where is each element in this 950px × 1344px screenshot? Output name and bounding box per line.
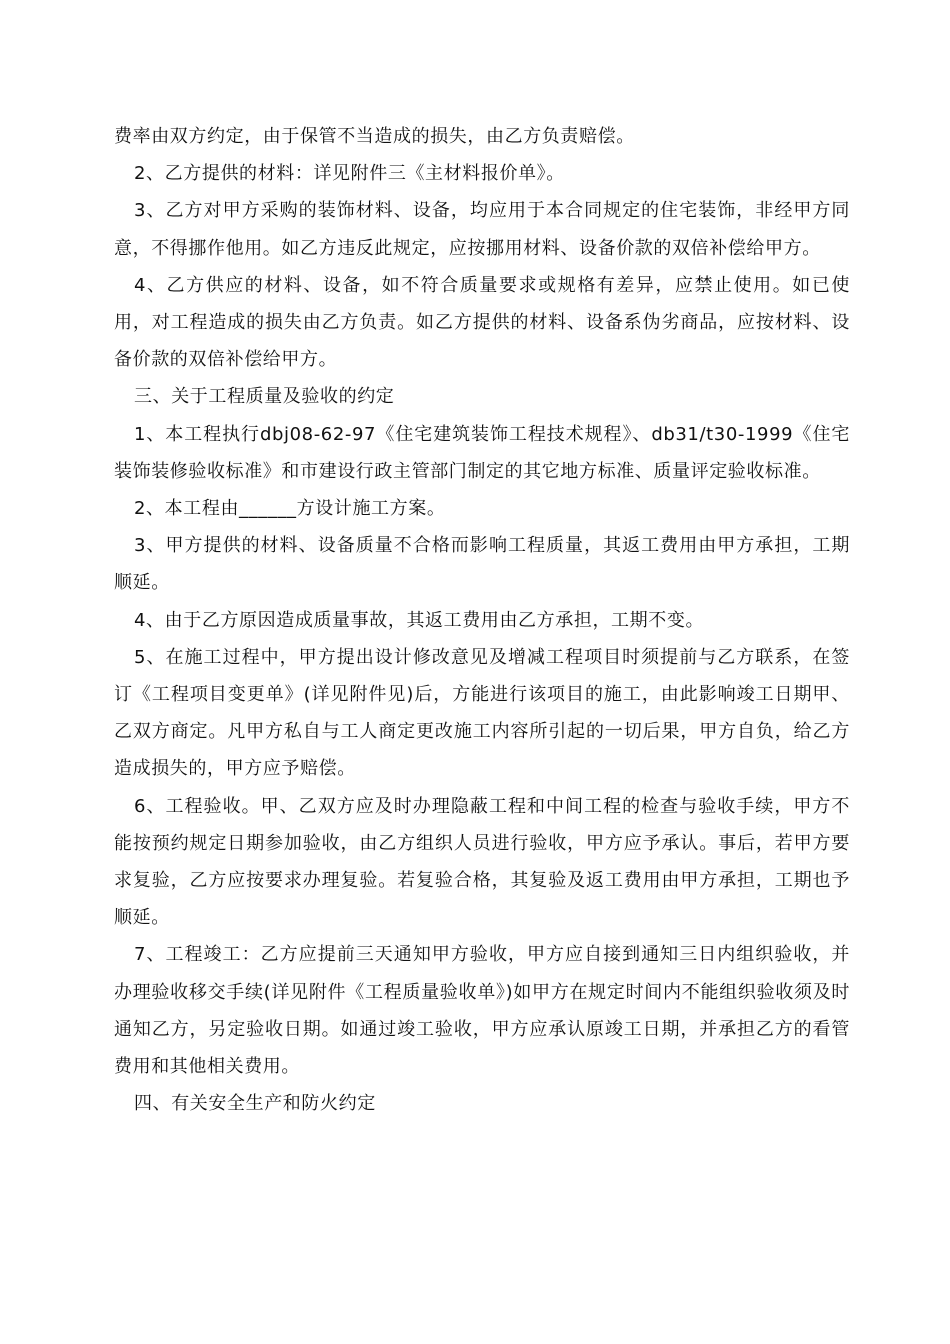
- paragraph-quality-4: 4、由于乙方原因造成质量事故，其返工费用由乙方承担，工期不变。: [134, 609, 705, 631]
- paragraph-quality-5: 5、在施工过程中，甲方提出设计修改意见及增减工程项目时须提前与乙方联系，在签订《工程项目变更单》(详见附件见)后，方能进行该项目的施工，由此影响竣工日期甲、乙双方商定。凡甲方私自与工人商定更改施工内容所引起的一切后果，甲方自负，给乙方造成损失的，甲方应予赔偿。: [114, 646, 850, 780]
- paragraph-quality-6: 6、工程验收。甲、乙双方应及时办理隐蔽工程和中间工程的检查与验收手续，甲方不能按预约规定日期参加验收，由乙方组织人员进行验收，甲方应予承认。事后，若甲方要求复验，乙方应按要求办理复验。若复验合格，其复验及返工费用由甲方承担，工期也予顺延。: [114, 795, 850, 929]
- paragraph-quality-3: 3、甲方提供的材料、设备质量不合格而影响工程质量，其返工费用由甲方承担，工期顺延。: [114, 535, 850, 594]
- paragraph-continued: 费率由双方约定，由于保管不当造成的损失，由乙方负责赔偿。: [114, 126, 635, 147]
- paragraph-clause-2: 2、乙方提供的材料：详见附件三《主材料报价单》。: [134, 163, 565, 185]
- section-heading-safety: 四、有关安全生产和防火约定: [134, 1093, 376, 1115]
- section-heading-quality: 三、关于工程质量及验收的约定: [134, 386, 395, 408]
- paragraph-quality-1: 1、本工程执行dbj08-62-97《住宅建筑装饰工程技术规程》、db31/t30-1999《住宅装饰装修验收标准》和市建设行政主管部门制定的其它地方标准、质量评定验收标准。: [114, 423, 850, 482]
- document-page: [114, 118, 850, 1122]
- paragraph-quality-2: 2、本工程由______方设计施工方案。: [134, 498, 446, 520]
- paragraph-quality-7: 7、工程竣工：乙方应提前三天通知甲方验收，甲方应自接到通知三日内组织验收，并办理验收移交手续(详见附件《工程质量验收单》)如甲方在规定时间内不能组织验收须及时通知乙方，另定验收日期。如通过竣工验收，甲方应承认原竣工日期，并承担乙方的看管费用和其他相关费用。: [114, 944, 850, 1078]
- paragraph-clause-3: 3、乙方对甲方采购的装饰材料、设备，均应用于本合同规定的住宅装饰，非经甲方同意，不得挪作他用。如乙方违反此规定，应按挪用材料、设备价款的双倍补偿给甲方。: [114, 200, 850, 259]
- paragraph-clause-4: 4、乙方供应的材料、设备，如不符合质量要求或规格有差异，应禁止使用。如已使用，对工程造成的损失由乙方负责。如乙方提供的材料、设备系伪劣商品，应按材料、设备价款的双倍补偿给甲方。: [114, 274, 850, 371]
